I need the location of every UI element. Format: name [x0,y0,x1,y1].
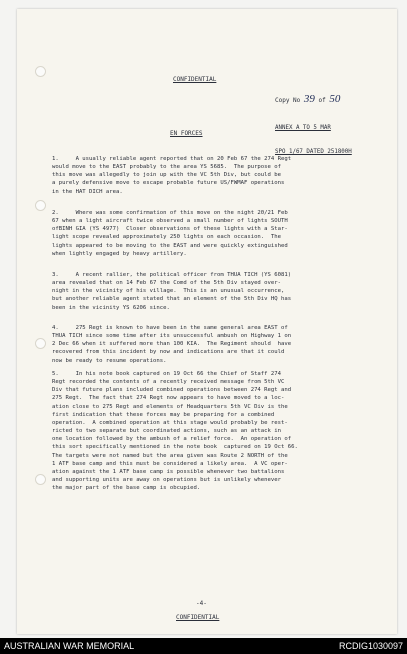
annex-line-2: SPO 1/67 DATED 251800H [275,149,352,155]
paragraph-4: 4. 275 Regt is known to have been in the same general area EAST of THUA TICH since some time after its unsuccessful ambush on Highway 1 on 2 Dec 66 when it suffered more than 100 KIA. The Regiment should have recovered from this incident by now and indications are that it could now be ready to resume operations. [52,325,292,364]
punch-hole [35,338,46,349]
punch-hole [35,200,46,211]
section-heading: EN FORCES [170,130,203,137]
paragraph-5: 5. In his note book captured on 19 Oct 66 the Chief of Staff 274 Regt recorded the contents of a recently received message from 5th VC Div that future plans included combined operations between 274 Regt and 275 Regt. The fact that 274 Regt now appears to have moved to a loc- ation close to 275 Regt and elements of Headquarters 5th VC Div is the first indication that these forces may be preparing for a combined operation. A combined operation at this stage would probably be rest- ricted to two separate but coordinated actions, such as an attack in one location followed by the ambush of a relief force. An operation of this sort specifically mentioned in the note book captured on 19 Oct 66. The targets were not named but the area given was Route 2 NORTH of the 1 ATF base camp and this must be considered a likely area. A VC oper- ation against the 1 ATF base camp is possible whenever two battalions and supporting units are away on operations but is unlikely whenever the major part of the base camp is obcupied. [52,371,298,492]
classification-top: CONFIDENTIAL [173,76,217,83]
copy-of: of [318,97,326,104]
paragraph-3: 3. A recent rallier, the political officer from THUA TICH (YS 6081) area revealed that on 14 Feb 67 the Comd of the 5th Div stayed over- night in the vicinity of his village. This is an unusual occurrence, but another reliable agent stated that an element of the 5th Div HQ has been in the vicinity YS 6206 since. [52,272,292,311]
punch-hole [35,474,46,485]
annex-line-1: ANNEX A TO 5 MAR [275,125,331,131]
punch-hole [35,66,46,77]
page-number: -4- [196,600,207,607]
archive-footer [0,638,407,654]
copy-number-line [275,93,340,105]
copy-label: Copy No [275,97,301,104]
copy-total: 50 [329,93,341,105]
classification-bottom: CONFIDENTIAL [176,614,220,621]
paragraph-1: 1. A usually reliable agent reported that on 20 Feb 67 the 274 Regt would move to the EAST probably to the area YS 5685. The purpose of this move was allegedly to join up with the VC 5th Div, but could be a purely defensive move to escape probable future US/FWMAF operations in the HAT DICH area. [52,156,292,195]
paragraph-2: 2. Where was some confirmation of this move on the night 20/21 Feb 67 when a light aircraft twice observed a small number of lights SOUTH ofBINH GIA (YS 4977) Closer observations of these lights with a Star- light scope revealed approximately 250 lights on each occasion. The lights appeared to be moving to the EAST and were quickly extinguished when lightly engaged by heavy artillery. [52,210,288,257]
copy-number: 39 [303,93,315,105]
footer-id: RCDIG1030097 [338,641,403,651]
footer-source: AUSTRALIAN WAR MEMORIAL [4,641,135,651]
